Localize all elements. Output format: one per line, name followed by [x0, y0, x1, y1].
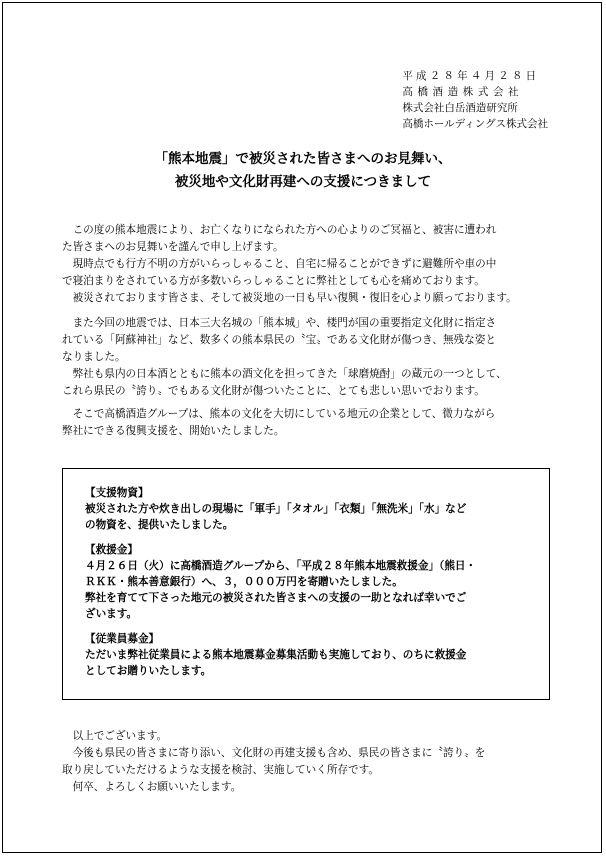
text-line: れている「阿蘇神社」など、数多くの熊本県民の〝宝〟である文化財が傷つき、無残な姿と: [62, 334, 496, 346]
text-line: なりました。: [62, 351, 126, 363]
title-line-2: 被災地や文化財再建への支援につきまして: [174, 174, 432, 190]
donation-text-line: 弊社を育てて下さった地元の被災された皆さまへの支援の一助となれば幸いでご: [85, 592, 467, 604]
text-line: 被災されております皆さま、そして被災地の一日も早い復興・復旧を心より願っております。: [62, 292, 517, 304]
employee-fund-text-line: としてお贈りいたします。: [85, 665, 212, 677]
paragraph-support-start: [62, 406, 562, 440]
document-title: [0, 148, 606, 194]
text-line: 今後も県民の皆さまに寄り添い、文化財の再建支援も含め、県民の皆さまに〝誇り〟を: [62, 747, 486, 759]
donation-text-line: ＲＫＫ・熊本善意銀行）へ、３，０００万円を寄贈いたしました。: [85, 576, 403, 588]
employee-fund-heading: 【従業員募金】: [85, 633, 160, 645]
spacer: [85, 533, 476, 542]
spacer: [85, 622, 476, 631]
supplies-text-line: の物資を、提供いたしました。: [85, 519, 234, 531]
company-name-3: 高橋ホールディングス株式会社: [402, 118, 548, 130]
support-details-content: [85, 485, 476, 679]
text-line: で寝泊まりをされている方が多数いらっしゃることに弊社としても心を痛めております。: [62, 275, 485, 287]
issue-date: 平成２８年４月２８日: [402, 70, 540, 82]
text-line: これら県民の〝誇り〟でもある文化財が傷ついたことに、とても悲しい思いでおります。: [62, 385, 485, 397]
title-line-1: 「熊本地震」で被災された皆さまへのお見舞い、: [154, 151, 452, 167]
employee-fund-text-line: ただいま弊社従業員による熊本地震募金募集活動も実施しており、のちに救援金: [85, 649, 467, 661]
donation-text-line: ざいます。: [85, 608, 138, 620]
text-line: 何卒、よろしくお願いいたします。: [62, 781, 242, 793]
supplies-text-line: 被災された方や炊き出しの現場に「軍手」「タオル」「衣類」「無洗米」「水」など: [85, 503, 467, 515]
text-line: 弊社も県内の日本酒とともに熊本の酒文化を担ってきた「球磨焼酎」の蔵元の一つとして、: [62, 368, 507, 380]
closing-paragraph: [62, 728, 562, 796]
company-name-1: 高橋酒造株式会社: [402, 86, 524, 98]
text-line: また今回の地震では、日本三大名城の「熊本城」や、楼門が国の重要指定文化財に指定さ: [62, 317, 497, 329]
sender-block: [402, 68, 548, 132]
text-line: この度の熊本地震により、お亡くなりになられた方への心よりのご冥福と、被害に遭われ: [62, 224, 497, 236]
donation-heading: 【救援金】: [85, 544, 138, 556]
text-line: 弊社にできる復興支援を、開始いたしました。: [62, 425, 285, 437]
company-name-2: 株式会社白岳酒造研究所: [402, 102, 518, 114]
supplies-heading: 【支援物資】: [85, 487, 149, 499]
text-line: た皆さまへのお見舞いを謹んで申し上げます。: [62, 241, 284, 253]
donation-text-line: ４月２６日（火）に高橋酒造グループから、「平成２８年熊本地震救援金」（熊日・: [85, 560, 477, 572]
paragraph-cultural-assets: [62, 315, 562, 400]
text-line: 現時点でも行方不明の方がいらっしゃること、自宅に帰ることができずに避難所や車の中: [62, 258, 497, 270]
text-line: そこで高橋酒造グループは、熊本の文化を大切にしている地元の企業として、微力ながら: [62, 408, 496, 420]
paragraph-condolence: [62, 222, 562, 307]
support-details-box: [62, 468, 550, 700]
text-line: 取り戻していただけるような支援を検討、実施していく所存です。: [62, 764, 379, 776]
text-line: 以上でございます。: [62, 730, 168, 742]
